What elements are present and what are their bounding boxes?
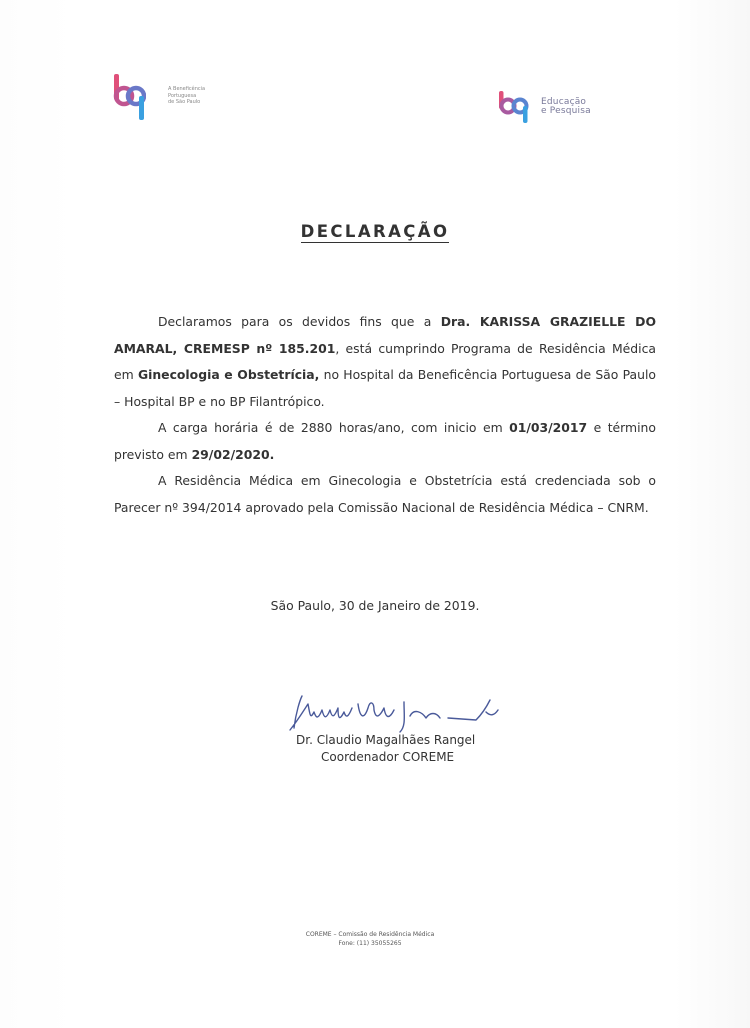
document-date: São Paulo, 30 de Janeiro de 2019. [270, 598, 480, 613]
resident-name: Dra. KARISSA GRAZIELLE DO AMARAL, CREMESP nº 185.201 [114, 314, 656, 356]
bp-hospital-logo [112, 72, 212, 124]
bp-education-logo [498, 90, 608, 124]
bp-education-mark-icon [498, 90, 538, 124]
footer-line-1: COREME – Comissão de Residência Médica [305, 931, 435, 938]
start-date: 01/03/2017 [509, 420, 588, 435]
document-title: DECLARAÇÃO [300, 222, 450, 241]
declaration-body [114, 309, 656, 521]
handwritten-signature [280, 690, 510, 738]
signatory-name: Dr. Claudio Magalhães Rangel [296, 733, 476, 747]
specialty: Ginecologia e Obstetrícia, [137, 367, 320, 382]
education-logo-tagline: Educação e Pesquisa [541, 97, 591, 116]
paragraph-2: A carga horária é de 2880 horas/ano, com inicio em 01/03/2017 e término previsto em 29/02/2020. [114, 420, 656, 462]
end-date: 29/02/2020. [191, 446, 275, 462]
paragraph-1: Declaramos para os devidos fins que a Dra. KARISSA GRAZIELLE DO AMARAL, CREMESP nº 185.201, está cumprindo Programa de Residência Médica em Ginecologia e Obstetrícia, no Hospital da Beneficência Portuguesa de São Paulo – Hospital BP e no BP Filantrópico. [114, 314, 657, 409]
footer-line-2: Fone: (11) 35055265 [338, 940, 402, 947]
signatory-role: Coordenador COREME [321, 750, 455, 764]
bp-logo-mark-icon [112, 72, 146, 124]
hospital-logo-subtext: A Beneficência Portuguesa de São Paulo [168, 86, 206, 105]
page-footer [0, 930, 740, 948]
paragraph-3: A Residência Médica em Ginecologia e Obstetrícia está credenciada sob o Parecer nº 394/2014 aprovado pela Comissão Nacional de Residência Médica – CNRM. [114, 473, 656, 515]
